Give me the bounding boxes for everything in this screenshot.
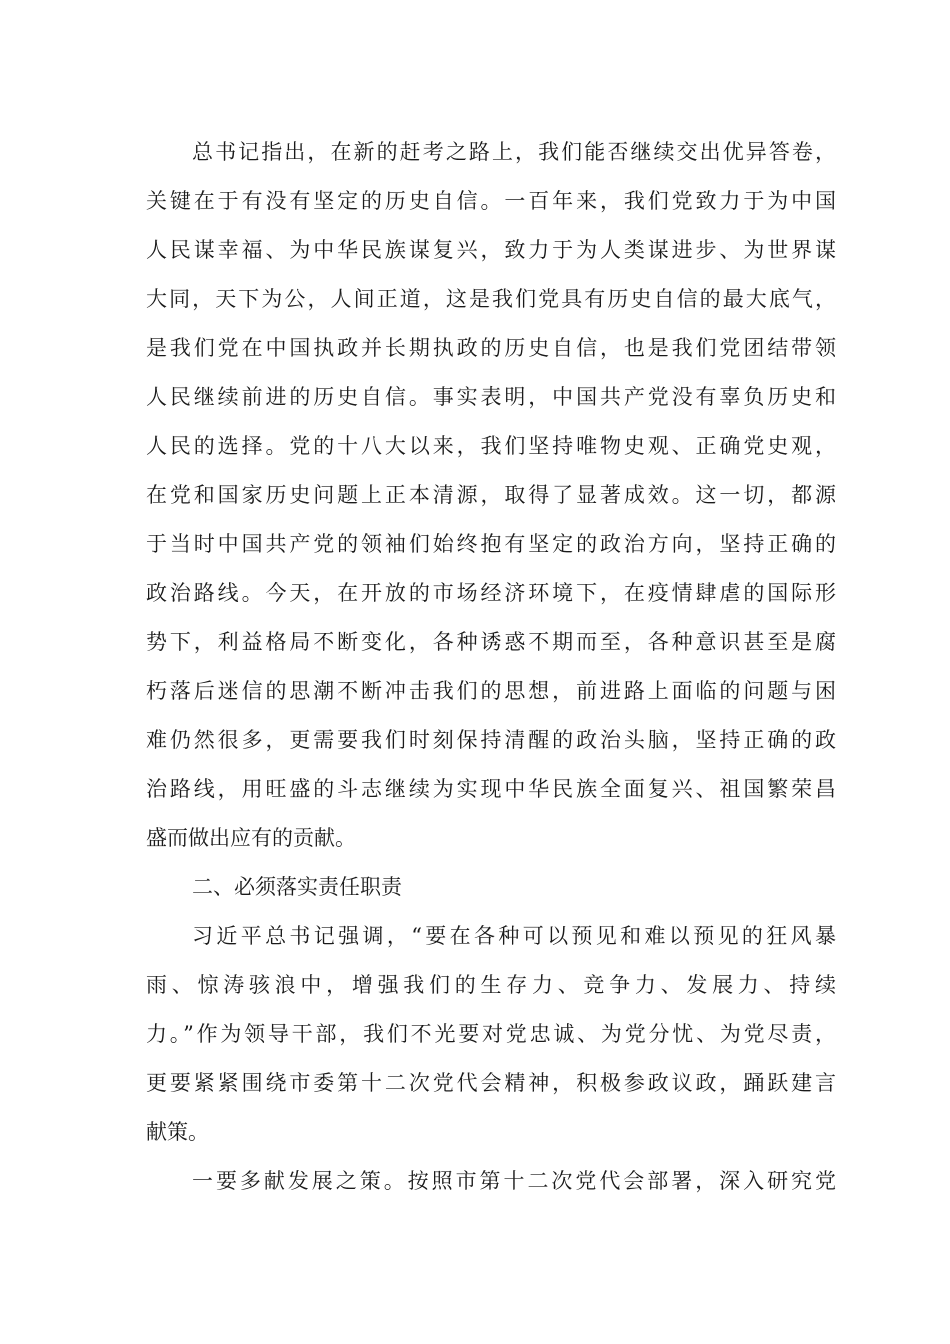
text-line: 人民谋幸福、为中华民族谋复兴，致力于为人类谋进步、为世界谋 [146, 238, 836, 262]
text-line: 一要多献发展之策。按照市第十二次党代会部署，深入研究党 [192, 1169, 836, 1193]
text-line: 于当时中国共产党的领袖们始终抱有坚定的政治方向，坚持正确的 [146, 532, 836, 556]
body-text [146, 128, 836, 1206]
text-line: 政治路线。今天，在开放的市场经济环境下，在疫情肆虐的国际形 [146, 581, 836, 605]
text-line: 总书记指出，在新的赶考之路上，我们能否继续交出优异答卷， [192, 140, 836, 164]
text-line: 朽落后迷信的思潮不断冲击我们的思想，前进路上面临的问题与困 [146, 679, 836, 703]
text-line: 盛而做出应有的贡献。 [146, 826, 356, 850]
text-line: 难仍然很多，更需要我们时刻保持清醒的政治头脑，坚持正确的政 [146, 728, 836, 752]
text-line: 大同，天下为公，人间正道，这是我们党具有历史自信的最大底气， [146, 287, 836, 311]
text-line: 更要紧紧围绕市委第十二次党代会精神，积极参政议政，踊跃建言 [146, 1071, 836, 1095]
section-heading: 二、必须落实责任职责 [192, 875, 402, 899]
text-line: 是我们党在中国执政并长期执政的历史自信，也是我们党团结带领 [146, 336, 836, 360]
text-line: 力。”作为领导干部，我们不光要对党忠诚、为党分忧、为党尽责， [146, 1022, 836, 1046]
section-heading-responsibility [146, 863, 836, 912]
text-line: 习近平总书记强调，“要在各种可以预见和难以预见的狂风暴 [192, 924, 836, 948]
text-line: 治路线，用旺盛的斗志继续为实现中华民族全面复兴、祖国繁荣昌 [146, 777, 836, 801]
text-line: 在党和国家历史问题上正本清源，取得了显著成效。这一切，都源 [146, 483, 836, 507]
text-line: 雨、惊涛骇浪中，增强我们的生存力、竞争力、发展力、持续 [146, 973, 836, 997]
text-line: 献策。 [146, 1120, 209, 1144]
text-line: 势下，利益格局不断变化，各种诱惑不期而至，各种意识甚至是腐 [146, 630, 836, 654]
text-line: 人民继续前进的历史自信。事实表明，中国共产党没有辜负历史和 [146, 385, 836, 409]
paragraph-development-strategy [146, 1157, 836, 1206]
text-line: 人民的选择。党的十八大以来，我们坚持唯物史观、正确党史观， [146, 434, 836, 458]
paragraph-history-confidence [146, 128, 836, 863]
paragraph-xi-emphasis [146, 912, 836, 1157]
text-line: 关键在于有没有坚定的历史自信。一百年来，我们党致力于为中国 [146, 189, 836, 213]
